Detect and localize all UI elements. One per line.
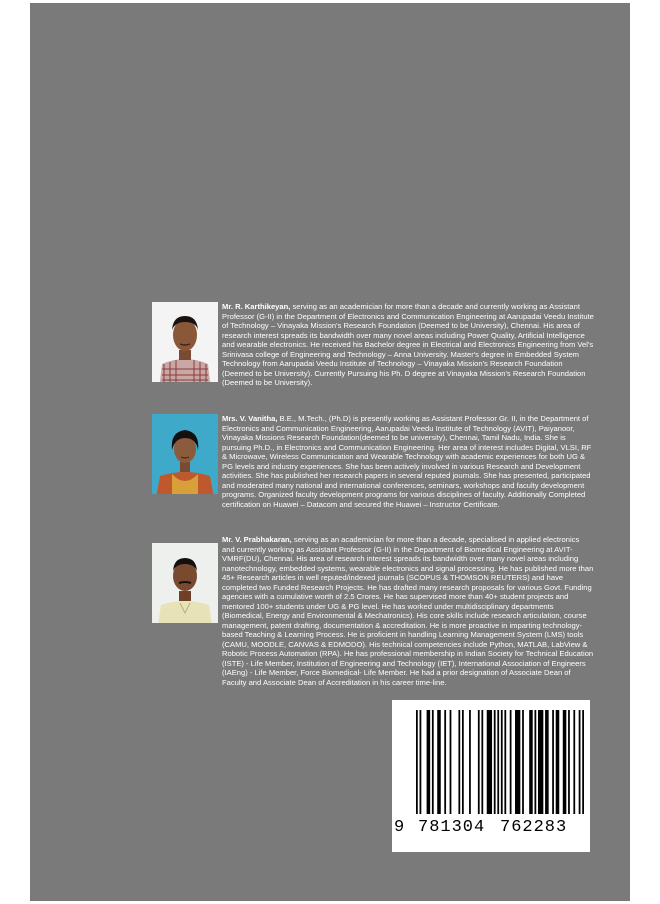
author-photo-karthikeyan: [152, 302, 218, 382]
author-bio-text: serving as an academician for more than a decade, specialised in applied electronics and currently working as Assistant Professor (G-II) in the Department of Biomedical Engineering at AVIT-VMRF(DU), Chennai. His area of research interest spreads its bandwidth over many novel areas including nanotechnology, embedded systems, wearable electronics and signal processing. He has published more than 45+ Research articles in well reputed/indexed journals (SCOPUS & THOMSON REUTERS) and have completed two Funded Research Projects. He has drafted many research proposals for various Govt. Funding agencies with a cumulative worth of 2.5 Crores. He has supervised more than 40+ student projects and mentored 100+ students under UG & PG level. He has worked under multidisciplinary departments (Biomedical, Energy and Environmental & Mechatronics). His core skills include research articulation, course management, patent drafting, documentation & accreditation. He is more proactive in imparting technology-based Teaching & Learning Process. He is proficient in handling Learning Management System (LMS) tools (CAMU, MOODLE, CANVAS & EDMODO). His technical competencies include Python, MATLAB, LabView & Robotic Process Automation (RPA). He has professional membership in Indian Society for Technical Education (ISTE) - Life Member, Institution of Engineering and Technology (IET), International Association of Engineers (IAEng) - Life Member, Force Biomedical- Life Member. He had a prior designation of Associate Dean of Faculty and Associate Dean of Accreditation in his career time-line.: [222, 535, 594, 687]
barcode-bar: [510, 710, 512, 814]
barcode-bar: [534, 710, 536, 814]
barcode-bar: [420, 710, 422, 814]
barcode-bar: [497, 710, 499, 814]
barcode-bar: [552, 710, 554, 814]
author-photo-vanitha: [152, 414, 218, 494]
isbn-lead-digit: 9: [394, 818, 405, 837]
barcode-bar: [545, 710, 549, 814]
author-name: Mr. R. Karthikeyan,: [222, 302, 291, 311]
author-bio-karthikeyan: [222, 302, 594, 388]
barcode-bar: [450, 710, 452, 814]
barcode-bar: [501, 710, 503, 814]
barcode-bar: [481, 710, 483, 814]
barcode-bar: [573, 710, 575, 814]
barcode-bar: [582, 710, 584, 814]
barcode-bar: [444, 710, 446, 814]
barcode-bar: [563, 710, 567, 814]
barcode-bar: [522, 710, 524, 814]
barcode-bar: [556, 710, 560, 814]
author-bio-vanitha: [222, 414, 594, 509]
barcode-bar: [478, 710, 480, 814]
barcode-bar: [487, 710, 492, 814]
isbn-group-2: 762283: [500, 818, 568, 837]
barcode-bar: [504, 710, 506, 814]
barcode-bar: [568, 710, 570, 814]
barcode-bars: [392, 700, 590, 820]
barcode-bar: [538, 710, 543, 814]
barcode-bar: [462, 710, 464, 814]
barcode-bar: [427, 710, 431, 814]
barcode-bar: [515, 710, 520, 814]
author-bio-text: B.E., M.Tech., (Ph.D) is presently working as Assistant Professor Gr. II, in the Department of Electronics and Communication Engineering, Aarupadai Veedu Institute of Technology (AVIT), Paiyanoor, Vinayaka Missions Research Foundation(deemed to be university), Chennai, Tamil Nadu, India. She is pursuing Ph.D., in Electronics and Communication Engineering. Her area of interest includes Digital, VLSI, RF & Microwave, Wireless Communication and Wearable Technology with academic experiences for both UG & PG levels and industry experiences. She has been actively involved in various Research and Development activities. She has published her research papers in several reputed journals. She has presented, participated and moderated many national and international conferences, seminars, workshops and faculty development programs. Organized faculty development programs for various disciplines of faculty. Additionally Completed certification on Huawei – Datacom and secured the Huawei – Instructor Certificate.: [222, 414, 592, 509]
isbn-number: [392, 818, 590, 838]
barcode-bar: [458, 710, 460, 814]
isbn-barcode: [392, 700, 590, 852]
barcode-bar: [494, 710, 496, 814]
author-name: Mr. V. Prabhakaran,: [222, 535, 292, 544]
barcode-bar: [579, 710, 581, 814]
isbn-group-1: 781304: [418, 818, 486, 837]
author-name: Mrs. V. Vanitha,: [222, 414, 278, 423]
barcode-bar: [437, 710, 441, 814]
barcode-bar: [529, 710, 533, 814]
barcode-bar: [416, 710, 418, 814]
author-photo-prabhakaran: [152, 543, 218, 623]
barcode-bar: [469, 710, 471, 814]
author-bio-text: serving as an academician for more than a decade and currently working as Assistant Professor (G-II) in the Department of Electronics and Communication Engineering at Aarupadai Veedu Institute of Technology – Vinayaka Mission's Research Foundation (Deemed to be University), Chennai. His area of research interest spreads its bandwidth over many novel areas including Power Quality, Artificial Intelligence and wearable electronics. He received his Bachelor degree in Electrical and Electronics Engineering from Vel's Srinivasa college of Engineering and Technology – Anna University. Master's degree in Embedded System Technology from Aarupadai Veedu Institute of Technology – Vinayaka Mission's Research Foundation (Deemed to be University). Currently Pursuing his Ph. D degree at Vinayaka Mission's Research Foundation (Deemed to be University).: [222, 302, 594, 387]
barcode-bar: [432, 710, 434, 814]
author-bio-prabhakaran: [222, 535, 594, 687]
